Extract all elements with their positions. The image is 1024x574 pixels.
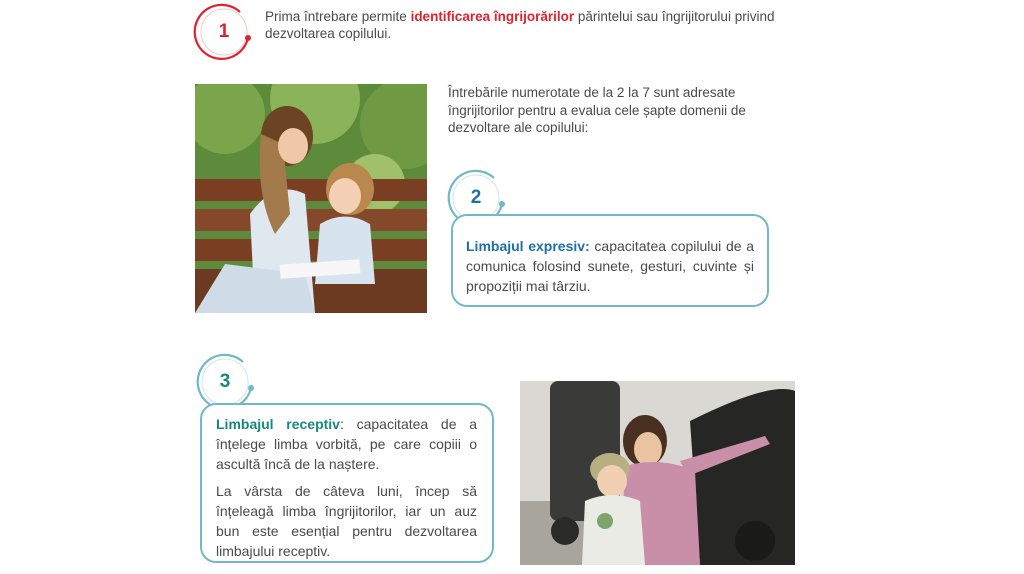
badge-number-1: 1 <box>218 21 230 42</box>
card-receptive-language <box>200 403 494 563</box>
intro-text-before: Prima întrebare permite <box>265 9 411 24</box>
receptive-language-definition: : capacitatea de a înțelege limba vorbită, pe care copiii o ascultă încă de la naștere. <box>216 416 477 472</box>
card-expressive-language <box>451 214 769 307</box>
receptive-language-term: Limbajul receptiv <box>216 416 340 432</box>
intro-paragraph <box>265 8 845 42</box>
receptive-language-paragraph-2: La vârsta de câteva luni, încep să înțeleagă limba îngrijitorilor, iar un auz bun este esențial pentru dezvoltarea limbajului receptiv. <box>216 483 477 559</box>
receptive-language-text <box>216 414 477 474</box>
badge-number-2: 2 <box>470 187 482 208</box>
photo-mother-pointing <box>520 381 795 565</box>
intro-text-after: părintelui sau îngrijitorului privind dezvoltarea copilului. <box>265 9 775 41</box>
intro-highlight: identificarea îngrijorărilor <box>410 9 575 24</box>
questions-intro-paragraph: Întrebările numerotate de la 2 la 7 sunt adresate îngrijitorilor pentru a evalua cele șapte domenii de dezvoltare ale copilului: <box>448 85 746 135</box>
number-badge-1 <box>194 4 254 60</box>
photo-mother-reading <box>195 84 427 313</box>
expressive-language-text <box>466 236 754 296</box>
number-badge-3 <box>195 354 257 410</box>
expressive-language-term: Limbajul expresiv: <box>466 238 590 254</box>
expressive-language-definition: capacitatea copilului de a comunica folosind sunete, gesturi, cuvinte și propoziții mai târziu. <box>466 238 755 294</box>
badge-number-3: 3 <box>219 371 231 392</box>
